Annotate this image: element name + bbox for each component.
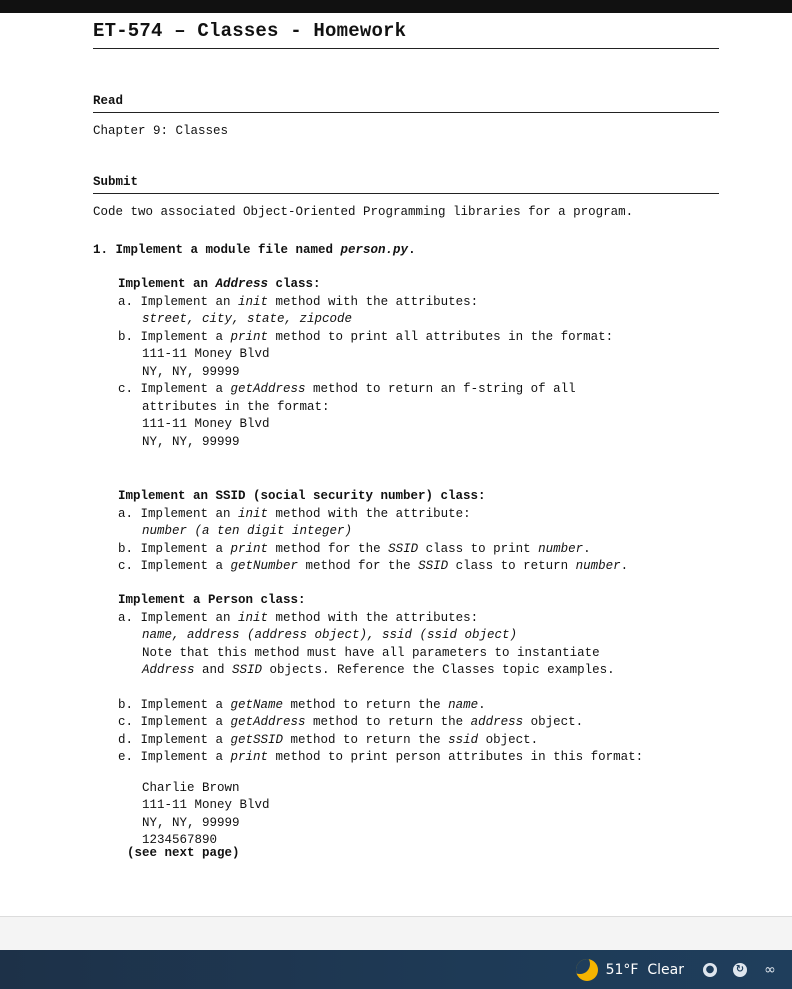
- person-item-b: b. Implement a getName method to return the name.: [118, 697, 486, 712]
- read-section: [93, 94, 719, 141]
- address-item-c-cont: attributes in the format:: [142, 399, 330, 414]
- q1-suffix: .: [408, 243, 416, 257]
- person-example-address-2: NY, NY, 99999: [142, 815, 240, 830]
- ssid-item-b: b. Implement a print method for the SSID class to print number.: [118, 541, 591, 556]
- person-example-name: Charlie Brown: [142, 780, 240, 795]
- person-example-address-1: 111-11 Money Blvd: [142, 798, 270, 812]
- system-tray: [576, 950, 792, 989]
- weather-widget[interactable]: [576, 959, 684, 981]
- taskbar: [0, 950, 792, 989]
- submit-text: Code two associated Object-Oriented Programming libraries for a program.: [93, 205, 634, 219]
- q1-filename: person.py: [340, 243, 409, 257]
- dog-icon[interactable]: ●: [702, 962, 718, 978]
- window-top-bar: [0, 0, 792, 13]
- person-item-a: a. Implement an init method with the attributes:: [118, 610, 479, 625]
- document-page: [93, 20, 719, 860]
- see-next-page: (see next page): [127, 846, 240, 860]
- question-1-heading: [93, 242, 416, 260]
- person-item-e: e. Implement a print method to print person attributes in this format:: [118, 750, 644, 764]
- address-attributes: street, city, state, zipcode: [142, 312, 353, 326]
- person-example-ssid: 1234567890: [142, 833, 218, 847]
- address-item-b: b. Implement a print method to print all attributes in the format:: [118, 329, 614, 344]
- read-text: Chapter 9: Classes: [93, 124, 229, 138]
- submit-heading: Submit: [93, 175, 719, 194]
- address-item-c: c. Implement a getAddress method to return an f-string of all: [118, 382, 576, 396]
- person-attributes: name, address (address object), ssid (ssid object): [142, 628, 518, 642]
- address-format2-line-1: 111-11 Money Blvd: [142, 417, 270, 431]
- ssid-attribute: number (a ten digit integer): [142, 524, 353, 538]
- person-note-line-2: Address and SSID objects. Reference the Classes topic examples.: [142, 663, 615, 677]
- weather-text: 51°F Clear: [605, 961, 684, 978]
- page-title: ET-574 – Classes - Homework: [93, 20, 719, 49]
- crescent-moon-icon: [576, 959, 598, 981]
- person-heading: Implement a Person class:: [118, 593, 306, 607]
- person-item-d: d. Implement a getSSID method to return the ssid object.: [118, 732, 539, 747]
- page-bottom-margin: [0, 916, 792, 951]
- ssid-class-block: [118, 488, 628, 576]
- q1-prefix: 1. Implement a module file named: [93, 243, 341, 257]
- person-class-block: [118, 592, 643, 850]
- ssid-item-a: a. Implement an init method with the attribute:: [118, 506, 471, 521]
- ssid-heading: Implement an SSID (social security number) class:: [118, 489, 486, 503]
- address-class-block: [118, 276, 613, 451]
- address-format-line-2: NY, NY, 99999: [142, 364, 240, 379]
- address-format-line-1: 111-11 Money Blvd: [142, 347, 270, 361]
- read-heading: Read: [93, 94, 719, 113]
- address-heading: Implement an Address class:: [118, 277, 321, 291]
- submit-section: [93, 175, 719, 222]
- ssid-item-c: c. Implement a getNumber method for the SSID class to return number.: [118, 559, 629, 573]
- person-note-line-1: Note that this method must have all parameters to instantiate: [142, 645, 600, 660]
- person-item-c: c. Implement a getAddress method to return the address object.: [118, 715, 584, 729]
- address-format2-line-2: NY, NY, 99999: [142, 434, 240, 449]
- link-icon[interactable]: ∞: [764, 961, 776, 978]
- refresh-icon[interactable]: ↻: [732, 962, 748, 978]
- address-item-a: a. Implement an init method with the attributes:: [118, 294, 479, 309]
